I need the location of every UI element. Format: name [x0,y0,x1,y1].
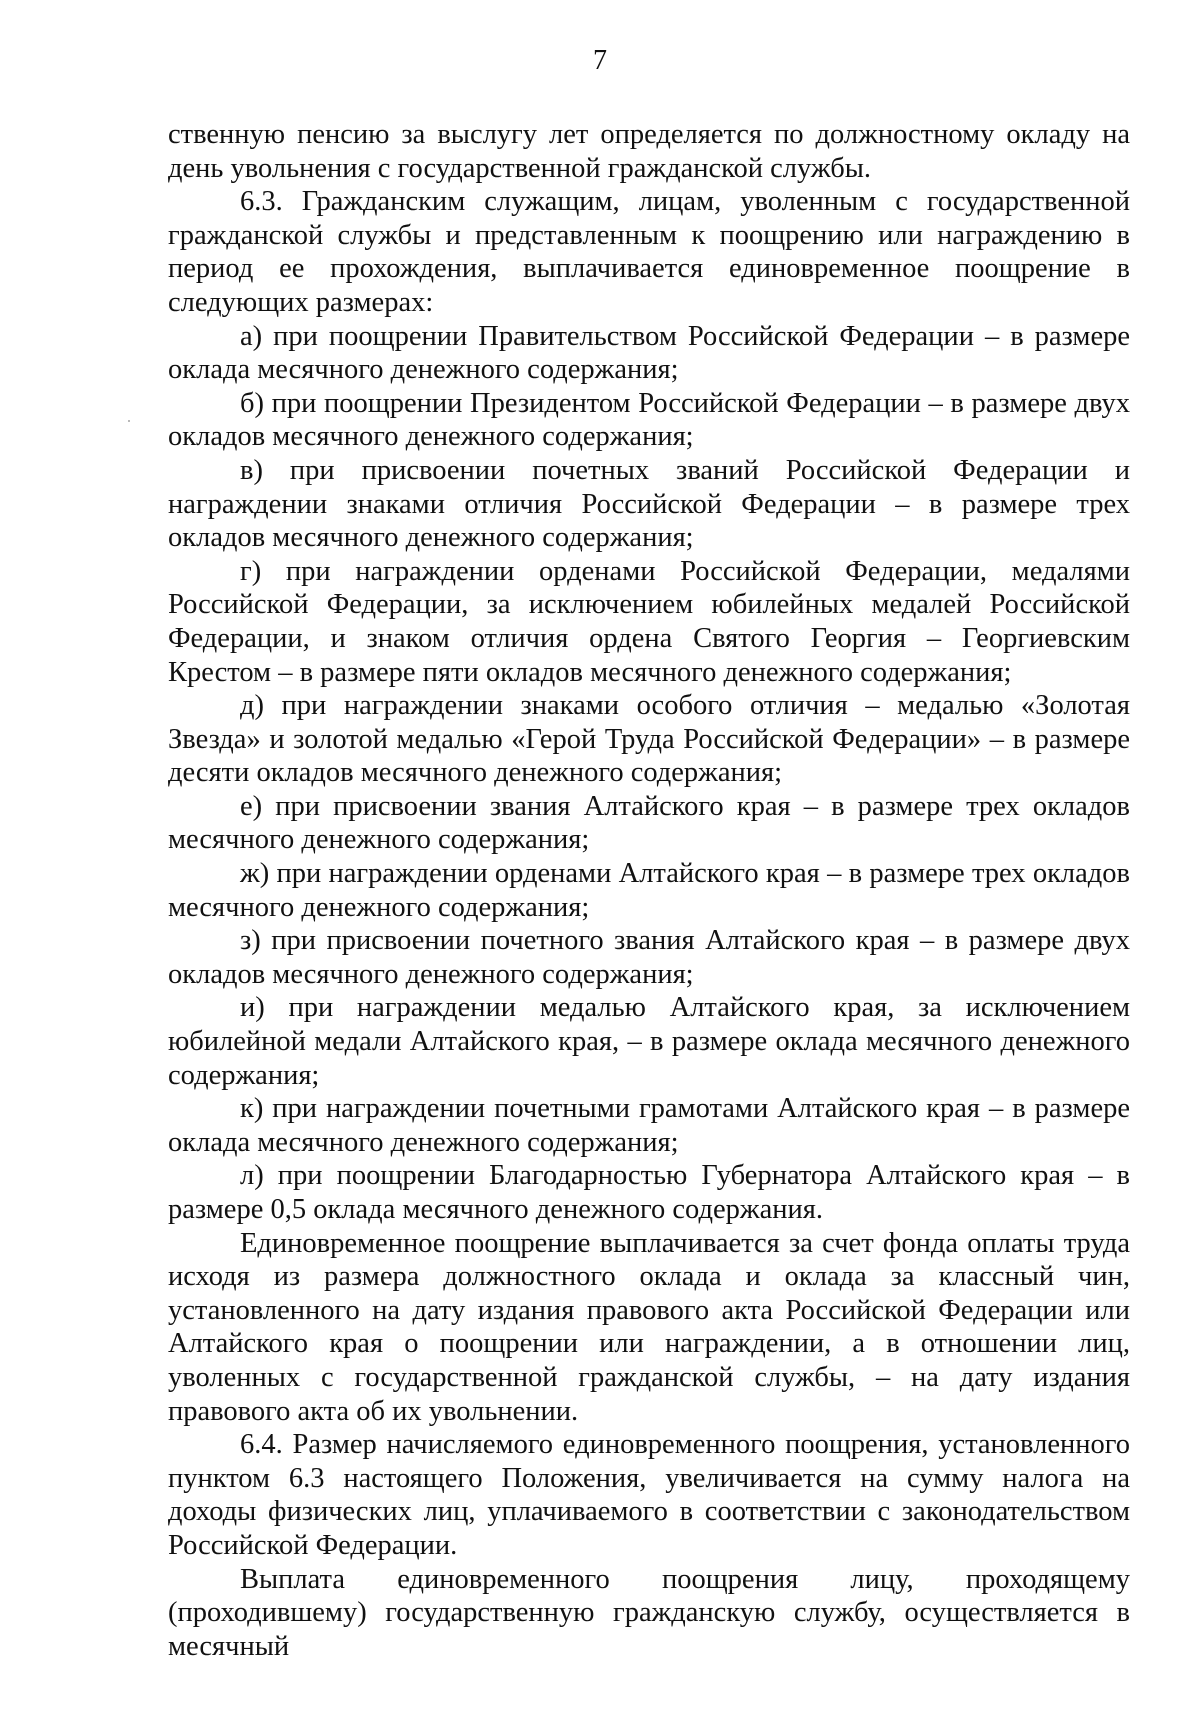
paragraph: л) при поощрении Благодарностью Губернатора Алтайского края – в размере 0,5 оклада месячного денежного содержания. [168,1160,1130,1225]
page-number: 7 [593,45,607,76]
paragraph: ж) при награждении орденами Алтайского края – в размере трех окладов месячного денежного содержания; [168,858,1130,923]
paragraph: к) при награждении почетными грамотами Алтайского края – в размере оклада месячного денежного содержания; [168,1093,1130,1158]
paragraph: и) при награждении медалью Алтайского края, за исключением юбилейной медали Алтайского края, – в размере оклада месячного денежного содержания; [168,992,1130,1091]
paragraph: д) при награждении знаками особого отличия – медалью «Золотая Звезда» и золотой медалью «Герой Труда Российской Федерации» – в размере десяти окладов месячного денежного содержания; [168,690,1130,789]
document-body [168,118,1130,1663]
paragraph: 6.3. Гражданским служащим, лицам, уволенным с государственной гражданской службы и представленным к поощрению или награждению в период ее прохождения, выплачивается единовременное поощрение в следующих размерах: [168,186,1130,318]
paragraph: ственную пенсию за выслугу лет определяется по должностному окладу на день увольнения с государственной гражданской службы. [168,119,1130,184]
paragraph: г) при награждении орденами Российской Федерации, медалями Российской Федерации, за исключением юбилейных медалей Российской Федерации, и знаком отличия ордена Святого Георгия – Георгиевским Крестом – в размере пяти окладов месячного денежного содержания; [168,555,1130,688]
paragraph: Единовременное поощрение выплачивается за счет фонда оплаты труда исходя из размера должностного оклада и оклада за классный чин, установленного на дату издания правового акта Российской Федерации или Алтайского края о поощрении или награждении, а в отношении лиц, уволенных с государственной гражданской службы, – на дату издания правового акта об их увольнении. [168,1227,1130,1427]
paragraph: а) при поощрении Правительством Российской Федерации – в размере оклада месячного денежного содержания; [168,320,1130,386]
paragraph: Выплата единовременного поощрения лицу, проходящему (проходившему) государственную гражданскую службу, осуществляется в месячный [168,1563,1130,1662]
paragraph: 6.4. Размер начисляемого единовременного поощрения, установленного пунктом 6.3 настоящего Положения, увеличивается на сумму налога на доходы физических лиц, уплачиваемого в соответствии с законодательством Российской Федерации. [168,1429,1130,1561]
paragraph: б) при поощрении Президентом Российской Федерации – в размере двух окладов месячного денежного содержания; [168,387,1130,453]
paragraph: в) при присвоении почетных званий Российской Федерации и награждении знаками отличия Российской Федерации – в размере трех окладов месячного денежного содержания; [168,454,1130,554]
paragraph: з) при присвоении почетного звания Алтайского края – в размере двух окладов месячного денежного содержания; [168,925,1130,990]
scan-speck [128,420,130,422]
paragraph: е) при присвоении звания Алтайского края – в размере трех окладов месячного денежного содержания; [168,790,1130,856]
